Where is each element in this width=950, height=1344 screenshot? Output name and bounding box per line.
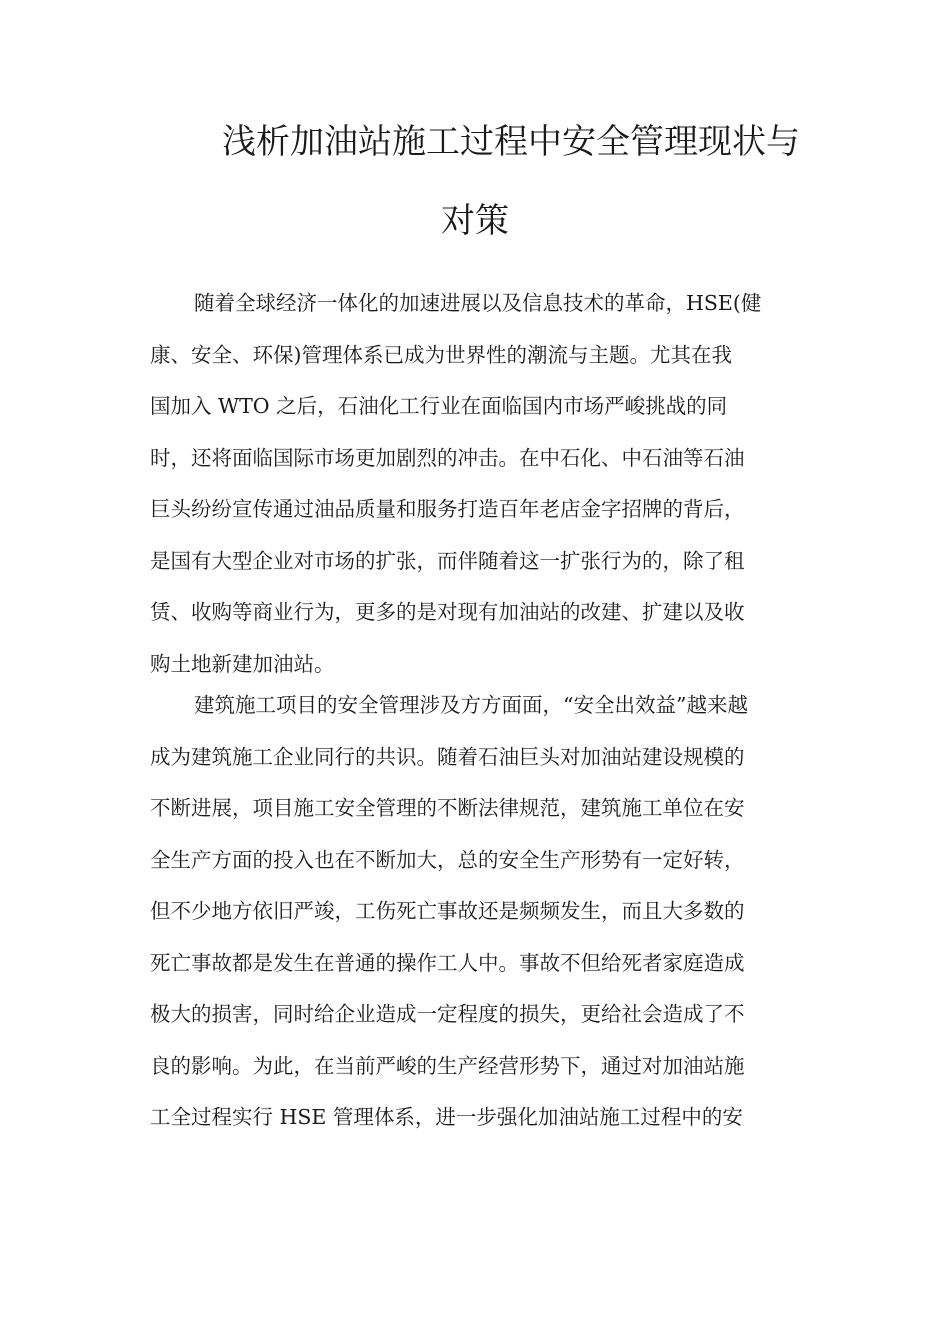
paragraph-line: 死亡事故都是发生在普通的操作工人中。事故不但给死者家庭造成 (150, 950, 745, 975)
paragraph-line: 不断进展，项目施工安全管理的不断法律规范，建筑施工单位在安 (150, 796, 745, 820)
paragraph-line: 是国有大型企业对市场的扩张，而伴随着这一扩张行为的，除了租 (150, 548, 745, 573)
paragraph-line: 康、安全、环保)管理体系已成为世界性的潮流与主题。尤其在我 (150, 342, 732, 367)
paragraph-line: 随着全球经济一体化的加速进展以及信息技术的革命，HSE(健 (194, 291, 762, 315)
paragraph-line: 时，还将面临国际市场更加剧烈的冲击。在中石化、中石油等石油 (150, 445, 745, 470)
document-title-line-1: 浅析加油站施工过程中安全管理现状与 (222, 122, 800, 162)
paragraph-line: 成为建筑施工企业同行的共识。随着石油巨头对加油站建设规模的 (150, 744, 745, 769)
paragraph-line: 巨头纷纷宣传通过油品质量和服务打造百年老店金字招牌的背后， (150, 497, 745, 521)
paragraph-line: 极大的损害，同时给企业造成一定程度的损失，更给社会造成了不 (150, 1002, 745, 1026)
paragraph-line: 赁、收购等商业行为，更多的是对现有加油站的改建、扩建以及收 (150, 600, 745, 624)
paragraph-line: 良的影响。为此，在当前严峻的生产经营形势下，通过对加油站施 (150, 1053, 745, 1078)
paragraph-1 (150, 278, 810, 690)
paragraph-line: 国加入 WTO 之后，石油化工行业在面临国内市场严峻挑战的同 (150, 394, 728, 418)
paragraph-line: 工全过程实行 HSE 管理体系，进一步强化加油站施工过程中的安 (150, 1105, 743, 1129)
document-title-line-2: 对策 (441, 201, 509, 241)
paragraph-line: 但不少地方依旧严竣，工伤死亡事故还是频频发生，而且大多数的 (150, 899, 745, 923)
paragraph-line: 购土地新建加油站。 (150, 651, 335, 676)
paragraph-line: 全生产方面的投入也在不断加大，总的安全生产形势有一定好转， (150, 847, 745, 872)
paragraph-2 (150, 680, 810, 1144)
paragraph-line: 建筑施工项目的安全管理涉及方方面面，“安全出效益”越来越 (194, 693, 748, 717)
